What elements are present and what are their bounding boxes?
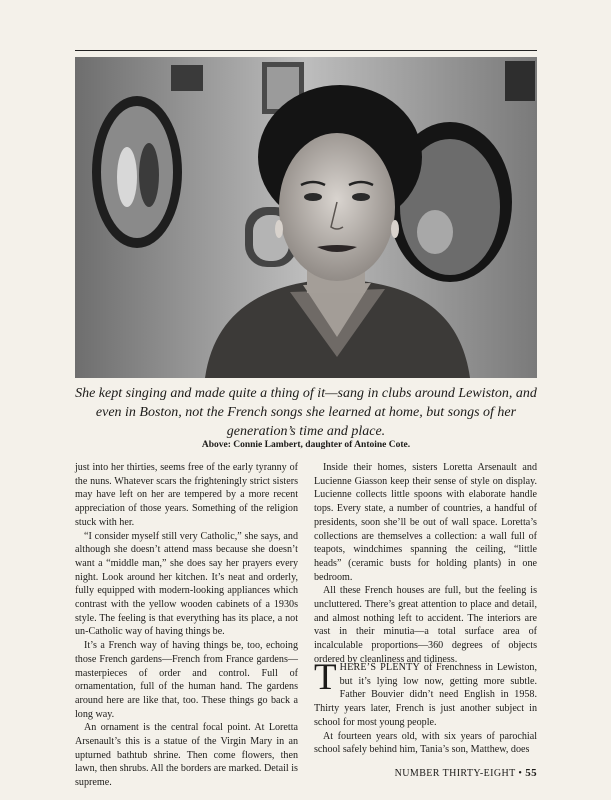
photo-caption: Above: Connie Lambert, daughter of Antoine Cote. [201, 440, 411, 450]
folio [395, 767, 537, 779]
body-paragraph: An ornament is the central focal point. At Loretta Arsenault’s this is a statue of the Virgin Mary in an upturned bathtub shrine. Then come flowers, then lawn, then shrubs. All the borders are marked. Detail is supreme. [75, 722, 298, 789]
section-opening [314, 657, 537, 757]
body-paragraph: At fourteen years old, with six years of parochial school safely behind him, Tania’s son, Matthew, does [314, 730, 537, 756]
lead-in: HERE’S PLENTY [339, 662, 421, 673]
page-number: 55 [525, 767, 537, 779]
portrait-photo [75, 57, 537, 378]
body-paragraph: All these French houses are full, but the feeling is uncluttered. There’s great attention to place and detail, and almost nothing left to accident. The interiors are vast in their minutia—a total surface area of incalculable proportions—360 degrees of objects ordered by cleanliness and tidiness. [314, 585, 537, 665]
top-rule [75, 50, 537, 51]
body-paragraph: Inside their homes, sisters Loretta Arsenault and Lucienne Giasson keep their sense of style on display. Lucienne collects little spoons with elaborate handle tops. Every state, a number of countries, a handful of presidents, soon she’ll be out of wall space. Loretta’s collections are themselves a collection: a wall full of teapots, windchimes spanning the ceiling, “little heads” (ceramic busts for holding plants) in one bedroom. [314, 462, 537, 583]
left-column [75, 461, 298, 790]
drop-cap: T [314, 657, 337, 698]
section-text: of Frenchness in Lewiston, but it’s lying low now, getting more subtle. Father Bouvier didn’t need English in 1958. Thirty years later, French is just another subject in school for most young people. [314, 662, 537, 728]
right-column [314, 461, 537, 667]
pull-quote: She kept singing and made quite a thing of it—sang in clubs around Lewiston, and even in Boston, not the French songs she learned at home, but songs of her generation’s time and place. [75, 386, 537, 439]
issue-label: NUMBER THIRTY-EIGHT [394, 768, 516, 779]
folio-bullet: • [518, 768, 523, 779]
body-paragraph: just into her thirties, seems free of the early tyranny of the nuns. Whatever scars the frighteningly strict sisters may have left on her are tempered by a more recent appreciation of those years. Something of the religion stuck with her. [75, 462, 298, 528]
body-paragraph: It’s a French way of having things be, too, echoing those French gardens—French from France gardens—masterpieces of order and control. Full of ornamentation, full of the human hand. The gardens around here are like that, too. These things go back a long way. [75, 640, 298, 720]
section-paragraph [314, 657, 537, 730]
body-paragraph: “I consider myself still very Catholic,” she says, and although she doesn’t attend mass because she doesn’t want a “middle man,” she does say her prayers every night. Look around her kitchen. It’s neat and orderly, fully equipped with modern-looking appliances which contrast with the yellow wooden cabinets of a 1930s style. The feeling is that everything has its place, a not un-Catholic way of having things be. [75, 530, 298, 638]
